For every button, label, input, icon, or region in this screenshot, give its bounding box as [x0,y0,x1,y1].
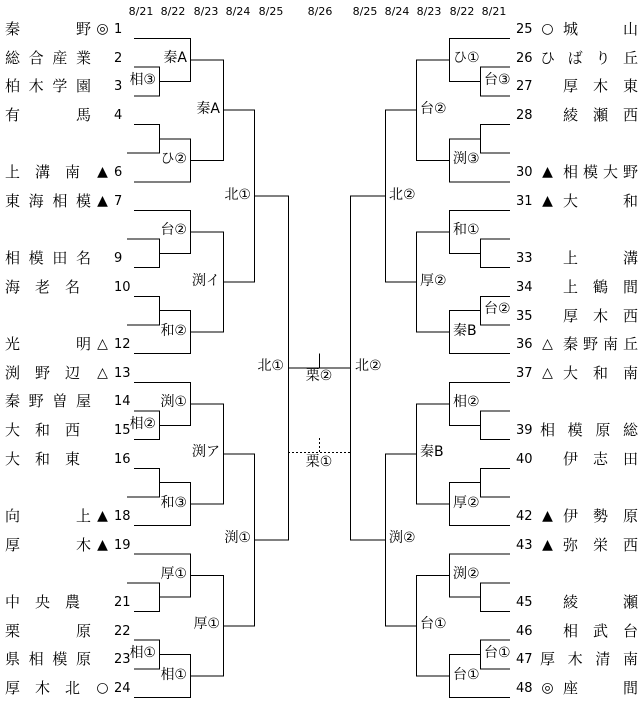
venue-label: 台③ [484,71,511,88]
final-venue-label: 栗② [305,368,333,385]
team-name: 厚 木 [5,535,91,554]
date-header: 8/25 [352,5,378,18]
venue-label: 秦A [163,50,187,67]
venue-label: 渕② [453,566,480,583]
team-name: 柏 木 学 園 [5,77,91,96]
team-name: 厚 木 西 [563,306,638,325]
team-name: 座 間 [563,678,638,697]
team-name: 大 和 東 [5,449,80,468]
date-header: 8/22 [160,5,186,18]
team-name: 有 馬 [5,105,91,124]
team-name: 厚 木 清 南 [540,650,638,669]
team-name: 上 溝 南 [5,163,80,182]
team-seed-number: 27 [516,79,533,95]
team-name: 伊 勢 原 [563,507,638,526]
venue-label: ひ② [160,150,187,167]
team-name: 秦 野 曽 屋 [5,392,91,411]
team-name: 秦 野 [5,20,91,38]
team-mark: ○ [96,679,109,696]
team-mark: ▲ [542,536,553,553]
team-seed-number: 31 [516,193,533,209]
team-mark: ▲ [97,536,108,553]
team-name: 相 模 大 野 [563,163,638,182]
team-seed-number: 10 [114,279,131,295]
venue-label: 秦B [420,444,444,461]
venue-label: 台① [420,616,447,633]
team-name: 渕 野 辺 [5,363,80,382]
team-seed-number: 39 [516,423,533,439]
venue-label: 台② [160,222,187,239]
team-seed-number: 9 [114,251,123,267]
team-seed-number: 36 [516,337,533,353]
venue-label: 相③ [129,71,156,88]
team-seed-number: 13 [114,365,131,381]
team-seed-number: 15 [114,423,131,439]
date-header: 8/24 [384,5,410,18]
team-seed-number: 22 [114,623,131,639]
team-mark: ◎ [541,679,554,696]
team-name: 相 模 原 総 [540,421,638,440]
team-name: 厚 木 東 [563,77,638,96]
team-seed-number: 4 [114,107,123,123]
team-seed-number: 43 [516,537,533,553]
team-seed-number: 40 [516,451,533,467]
team-name: 相 武 台 [563,621,638,640]
venue-label: 厚② [420,272,447,289]
team-name: 綾 瀬 西 [563,105,638,124]
date-header: 8/26 [307,5,333,18]
team-seed-number: 16 [114,451,131,467]
team-seed-number: 34 [516,279,533,295]
team-name: 県 相 模 原 [5,650,91,669]
team-seed-number: 3 [114,79,123,95]
date-header: 8/23 [193,5,219,18]
team-mark: ○ [541,21,554,37]
team-seed-number: 23 [114,652,131,668]
team-name: ひ ば り 丘 [540,48,638,67]
team-name: 中 央 農 [5,593,80,612]
venue-label: 台① [484,645,511,662]
finalist-label: 北② [355,358,382,375]
team-name: 大 和 西 [5,421,80,440]
team-seed-number: 47 [516,652,533,668]
team-seed-number: 6 [114,165,123,181]
venue-label: 厚② [453,494,480,511]
team-seed-number: 28 [516,107,533,123]
venue-label: 相② [129,415,156,432]
team-name: 海 老 名 [5,277,80,296]
team-seed-number: 35 [516,308,533,324]
venue-label: 台① [453,666,480,683]
team-name: 秦 野 南 丘 [563,335,638,354]
venue-label: 秦A [196,100,220,117]
team-seed-number: 18 [114,509,131,525]
team-seed-number: 48 [516,680,533,696]
team-name: 上 溝 [563,249,638,268]
venue-label: 渕イ [192,272,220,289]
venue-label: 厚① [193,616,220,633]
team-mark: ▲ [542,192,553,209]
team-mark: ◎ [96,21,109,37]
date-header: 8/25 [258,5,284,18]
team-seed-number: 2 [114,50,123,66]
team-name: 大 和 [563,191,638,210]
team-seed-number: 1 [114,22,123,37]
team-seed-number: 37 [516,365,533,381]
team-mark: △ [542,336,553,353]
venue-label: 和① [453,222,480,239]
team-mark: △ [97,364,108,381]
team-seed-number: 26 [516,50,533,66]
team-mark: ▲ [542,508,553,525]
date-header: 8/23 [416,5,442,18]
team-name: 大 和 南 [563,363,638,382]
team-name: 城 山 [563,20,638,38]
team-name: 光 明 [5,335,91,354]
venue-label: 和③ [160,494,187,511]
team-name: 相 模 田 名 [5,249,91,268]
venue-label: 相① [129,645,156,662]
venue-label: 渕① [160,394,187,411]
team-name: 伊 志 田 [563,449,638,468]
date-header: 8/21 [481,5,507,18]
date-header: 8/21 [128,5,154,18]
venue-label: 厚① [160,566,187,583]
team-name: 綾 瀬 [563,593,638,612]
team-mark: △ [97,336,108,353]
venue-label: 秦B [453,322,477,339]
date-header: 8/22 [449,5,475,18]
team-name: 向 上 [5,507,91,526]
team-name: 東 海 相 模 [5,191,91,210]
team-seed-number: 12 [114,337,131,353]
team-name: 栗 原 [5,621,91,640]
venue-label: 和② [160,322,187,339]
team-seed-number: 42 [516,509,533,525]
team-seed-number: 46 [516,623,533,639]
venue-label: 相① [160,666,187,683]
venue-label: 台② [420,100,447,117]
venue-label: 渕③ [453,150,480,167]
team-name: 厚 木 北 [5,678,80,697]
venue-label: 台② [484,301,511,318]
team-seed-number: 21 [114,595,131,611]
team-seed-number: 25 [516,22,533,37]
team-seed-number: 7 [114,193,123,209]
team-seed-number: 33 [516,251,533,267]
team-seed-number: 19 [114,537,131,553]
team-seed-number: 45 [516,595,533,611]
team-name: 上 鶴 間 [563,277,638,296]
third-place-venue-label: 栗① [305,454,333,470]
team-mark: △ [542,364,553,381]
venue-label: ひ① [453,50,480,67]
team-mark: ▲ [97,508,108,525]
date-header: 8/24 [225,5,251,18]
team-name: 弥 栄 西 [563,535,638,554]
venue-label: 北② [389,186,416,203]
team-mark: ▲ [97,192,108,209]
team-seed-number: 30 [516,165,533,181]
venue-label: 渕② [389,530,416,547]
team-seed-number: 24 [114,680,131,696]
team-mark: ▲ [542,164,553,181]
team-mark: ▲ [97,164,108,181]
venue-label: 渕① [224,530,251,547]
venue-label: 北① [224,186,251,203]
venue-label: 相② [453,394,480,411]
team-seed-number: 14 [114,394,131,410]
team-name: 総 合 産 業 [5,48,91,67]
venue-label: 渕ア [192,444,220,461]
finalist-label: 北① [257,358,284,375]
